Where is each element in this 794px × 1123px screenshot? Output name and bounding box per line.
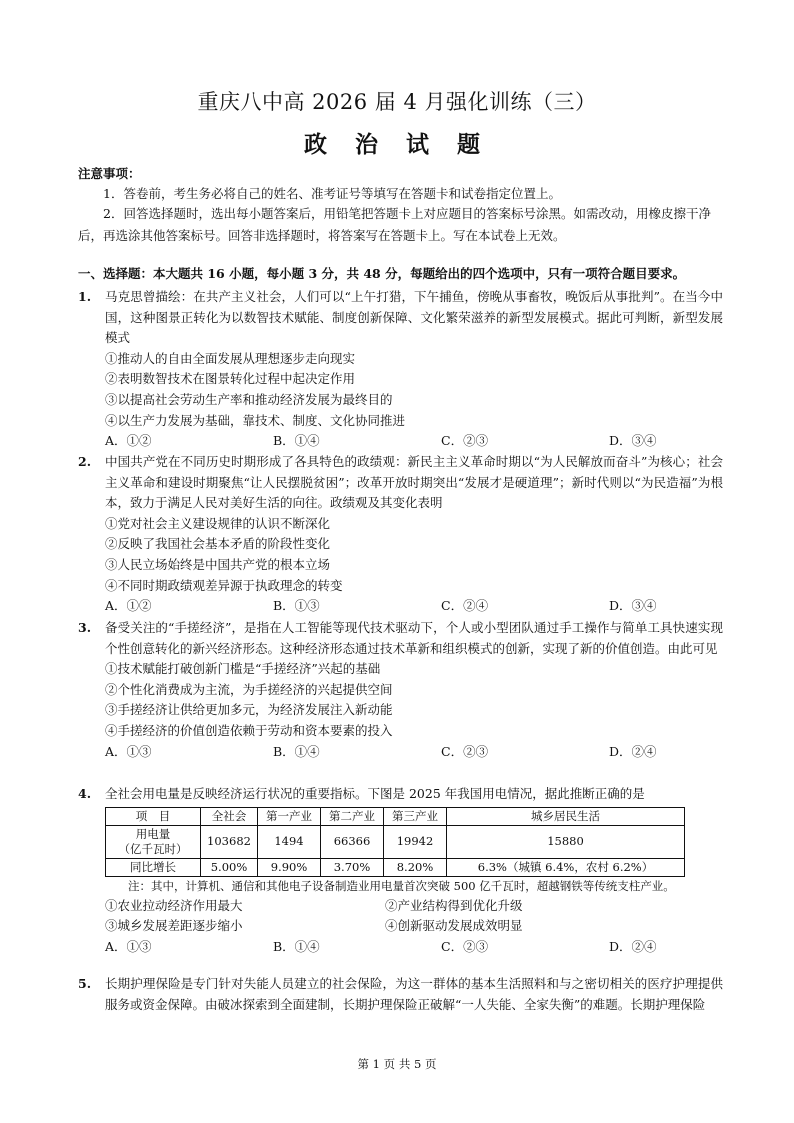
table-cell: 19942 bbox=[384, 825, 447, 858]
choice-a: A．①③ bbox=[105, 938, 152, 954]
choice-d: D．②④ bbox=[609, 938, 657, 954]
table-header: 第一产业 bbox=[258, 807, 321, 825]
table-cell: 8.20% bbox=[384, 858, 447, 876]
notice-item-1: 1．答卷前，考生务必将自己的姓名、准考证号等填写在答题卡和试卷指定位置上。 bbox=[103, 186, 561, 201]
question-number: 4. bbox=[78, 786, 92, 801]
table-header-row bbox=[106, 807, 685, 825]
question-3 bbox=[78, 618, 723, 762]
choice-a: A．①② bbox=[105, 598, 152, 614]
statement-option: ②产业结构得到优化升级 bbox=[385, 897, 523, 913]
notice-heading: 注意事项： bbox=[78, 166, 141, 181]
table-cell: 9.90% bbox=[258, 858, 321, 876]
section-heading: 一、选择题：本大题共 16 小题，每小题 3 分，共 48 分，每题给出的四个选项中，只有一项符合题目要求。 bbox=[78, 266, 686, 281]
choice-c: C．②③ bbox=[441, 433, 489, 449]
row-label-line: 用电量 bbox=[135, 826, 171, 841]
row-label-line: （亿千瓦时） bbox=[118, 841, 188, 856]
answer-choices bbox=[105, 431, 723, 452]
table-cell: 3.70% bbox=[321, 858, 384, 876]
statement-option: ①党对社会主义建设规律的认识不断深化 bbox=[105, 515, 331, 531]
statement-option: ③人民立场始终是中国共产党的根本立场 bbox=[105, 556, 331, 572]
table-row bbox=[106, 858, 685, 876]
electricity-table bbox=[105, 807, 685, 877]
table-cell: 15880 bbox=[447, 825, 685, 858]
choice-b: B．①④ bbox=[273, 938, 320, 954]
question-stem: 马克思曾描绘：在共产主义社会，人们可以“上午打猎，下午捕鱼，傍晚从事畜牧，晚饭后从事批判”。在当今中国，这种图景正转化为以数智技术赋能、制度创新保障、文化繁荣滋养的新型发展模式。据此可判断，新型发展模式 bbox=[105, 289, 723, 346]
answer-choices bbox=[105, 937, 723, 958]
choice-c: C．②③ bbox=[441, 743, 489, 759]
statement-option: ③手搓经济让供给更加多元，为经济发展注入新动能 bbox=[105, 702, 393, 718]
answer-choices bbox=[105, 742, 723, 763]
table-header: 全社会 bbox=[201, 807, 258, 825]
statement-option: ④手搓经济的价值创造依赖于劳动和资本要素的投入 bbox=[105, 722, 393, 738]
exam-subject: 政 治 试 题 bbox=[303, 131, 491, 158]
choice-b: B．①④ bbox=[273, 743, 320, 759]
choice-a: A．①③ bbox=[105, 743, 152, 759]
table-cell: 103682 bbox=[201, 825, 258, 858]
table-row-label bbox=[106, 825, 201, 858]
statement-option: ③以提高社会劳动生产率和推动经济发展为最终目的 bbox=[105, 391, 393, 407]
question-5 bbox=[78, 974, 723, 1015]
statement-option: ④以生产力发展为基础，靠技术、制度、文化协同推进 bbox=[105, 412, 406, 428]
exam-title: 重庆八中高 2026 届 4 月强化训练（三） bbox=[197, 90, 597, 114]
table-cell: 6.3%（城镇 6.4%，农村 6.2%） bbox=[447, 858, 685, 876]
choice-d: D．②④ bbox=[609, 743, 657, 759]
table-header: 第三产业 bbox=[384, 807, 447, 825]
table-header: 城乡居民生活 bbox=[447, 807, 685, 825]
question-stem: 全社会用电量是反映经济运行状况的重要指标。下图是 2025 年我国用电情况，据此推断正确的是 bbox=[105, 786, 645, 801]
table-cell: 66366 bbox=[321, 825, 384, 858]
table-cell: 5.00% bbox=[201, 858, 258, 876]
question-number: 1. bbox=[78, 289, 92, 304]
choice-d: D．③④ bbox=[609, 433, 657, 449]
question-4 bbox=[78, 784, 723, 957]
statement-row bbox=[105, 896, 723, 917]
choice-a: A．①② bbox=[105, 433, 152, 449]
statement-option: ①推动人的自由全面发展从理想逐步走向现实 bbox=[105, 350, 356, 366]
question-stem: 长期护理保险是专门针对失能人员建立的社会保险，为这一群体的基本生活照料和与之密切相关的医疗护理提供服务或资金保障。由破冰探索到全面建制，长期护理保险正破解“一人失能、全家失衡”的难题。长期护理保险 bbox=[105, 976, 723, 1012]
table-cell: 1494 bbox=[258, 825, 321, 858]
choice-c: C．②④ bbox=[441, 598, 489, 614]
statement-option: ①农业拉动经济作用最大 bbox=[105, 897, 243, 913]
statement-row bbox=[105, 916, 723, 937]
statement-option: ④不同时期政绩观差异源于执政理念的转变 bbox=[105, 577, 343, 593]
choice-d: D．③④ bbox=[609, 598, 657, 614]
notice-item-2: 2．回答选择题时，选出每小题答案后，用铅笔把答题卡上对应题目的答案标号涂黑。如需改动，用橡皮擦干净后，再选涂其他答案标号。回答非选择题时，将答案写在答题卡上。写在本试卷上无效。 bbox=[78, 206, 711, 243]
table-header: 项 目 bbox=[106, 807, 201, 825]
choice-b: B．①④ bbox=[273, 433, 320, 449]
page-footer: 第 1 页 共 5 页 bbox=[357, 1057, 437, 1071]
table-row-label: 同比增长 bbox=[106, 858, 201, 876]
choice-b: B．①③ bbox=[273, 598, 320, 614]
question-number: 2. bbox=[78, 454, 92, 469]
statement-option: ②反映了我国社会基本矛盾的阶段性变化 bbox=[105, 536, 331, 552]
question-1 bbox=[78, 287, 723, 452]
statement-option: ②个性化消费成为主流，为手搓经济的兴起提供空间 bbox=[105, 681, 393, 697]
answer-choices bbox=[105, 596, 723, 617]
table-note: 注：其中，计算机、通信和其他电子设备制造业用电量首次突破 500 亿千瓦时，超越钢铁等传统支柱产业。 bbox=[128, 878, 675, 893]
statement-option: ①技术赋能打破创新门槛是“手搓经济”兴起的基础 bbox=[105, 661, 381, 677]
question-stem: 中国共产党在不同历史时期形成了各具特色的政绩观：新民主主义革命时期以“为人民解放而奋斗”为核心；社会主义革命和建设时期聚焦“让人民摆脱贫困”；改革开放时期突出“发展才是硬道理”；新时代则以“为民造福”为根本，致力于满足人民对美好生活的向往。政绩观及其变化表明 bbox=[105, 454, 723, 511]
statement-option: ②表明数智技术在图景转化过程中起决定作用 bbox=[105, 371, 356, 387]
question-stem: 备受关注的“手搓经济”，是指在人工智能等现代技术驱动下，个人或小型团队通过手工操作与简单工具快速实现个性创意转化的新兴经济形态。这种经济形态通过技术革新和组织模式的创新，实现了新的价值创造。由此可见 bbox=[105, 620, 723, 656]
statement-option: ③城乡发展差距逐步缩小 bbox=[105, 918, 243, 934]
table-row bbox=[106, 825, 685, 858]
question-2 bbox=[78, 452, 723, 617]
question-number: 5. bbox=[78, 976, 92, 991]
choice-c: C．②③ bbox=[441, 938, 489, 954]
table-header: 第二产业 bbox=[321, 807, 384, 825]
statement-option: ④创新驱动发展成效明显 bbox=[385, 918, 523, 934]
question-number: 3. bbox=[78, 620, 92, 635]
